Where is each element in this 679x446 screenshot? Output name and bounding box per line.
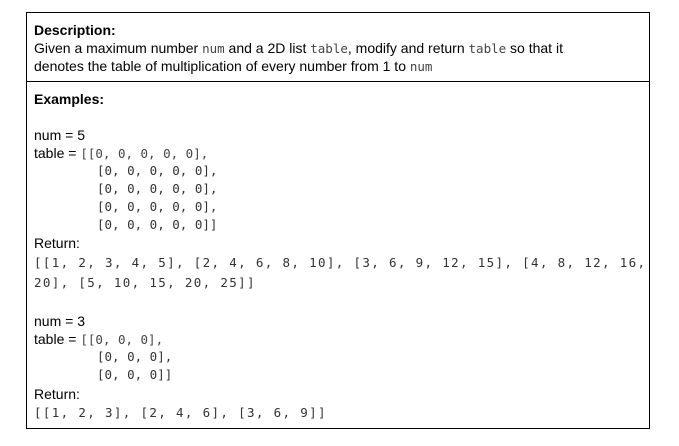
example2-return-value: [[1, 2, 3], [2, 4, 6], [3, 6, 9]] <box>34 405 327 420</box>
code-table: table <box>468 41 507 56</box>
description-line-2 <box>34 57 432 76</box>
description-text: Given a maximum number <box>34 40 203 56</box>
table-row: [0, 0, 0, 0, 0], <box>97 163 218 178</box>
description-text: , modify and return <box>347 40 469 56</box>
example1-num-line: num = 5 <box>34 127 85 143</box>
table-row: [[0, 0, 0, 0, 0], <box>80 146 209 161</box>
description-line-1 <box>34 39 563 58</box>
table-row: [0, 0, 0], <box>97 349 173 364</box>
code-num: num <box>409 59 433 74</box>
table-label: table = <box>34 331 81 347</box>
example2-num-line: num = 3 <box>34 313 85 329</box>
table-row: [0, 0, 0, 0, 0], <box>97 181 218 196</box>
example1-return-value: 20], [5, 10, 15, 20, 25]] <box>34 275 256 290</box>
table-row: [0, 0, 0, 0, 0]] <box>97 217 218 232</box>
description-text: denotes the table of multiplication of every number from 1 to <box>34 58 410 74</box>
description-heading: Description: <box>34 22 116 38</box>
table-label: table = <box>34 145 81 161</box>
table-row: [0, 0, 0]] <box>97 367 173 382</box>
example1-return-label: Return: <box>34 235 80 251</box>
table-row: [[0, 0, 0], <box>80 332 164 347</box>
code-table: table <box>310 41 348 56</box>
problem-statement-box <box>26 12 650 429</box>
description-section <box>27 13 649 82</box>
code-num: num <box>202 41 225 56</box>
example1-table-line <box>34 144 208 163</box>
description-text: and a 2D list <box>224 40 311 56</box>
example2-table-line <box>34 330 163 349</box>
examples-section <box>27 82 649 428</box>
description-text: so that it <box>506 40 563 56</box>
examples-heading: Examples: <box>34 91 105 107</box>
example1-return-value: [[1, 2, 3, 4, 5], [2, 4, 6, 8, 10], [3, 6, 9, 12, 15], [4, 8, 12, 16, <box>34 255 647 270</box>
table-row: [0, 0, 0, 0, 0], <box>97 199 218 214</box>
example2-return-label: Return: <box>34 386 80 402</box>
